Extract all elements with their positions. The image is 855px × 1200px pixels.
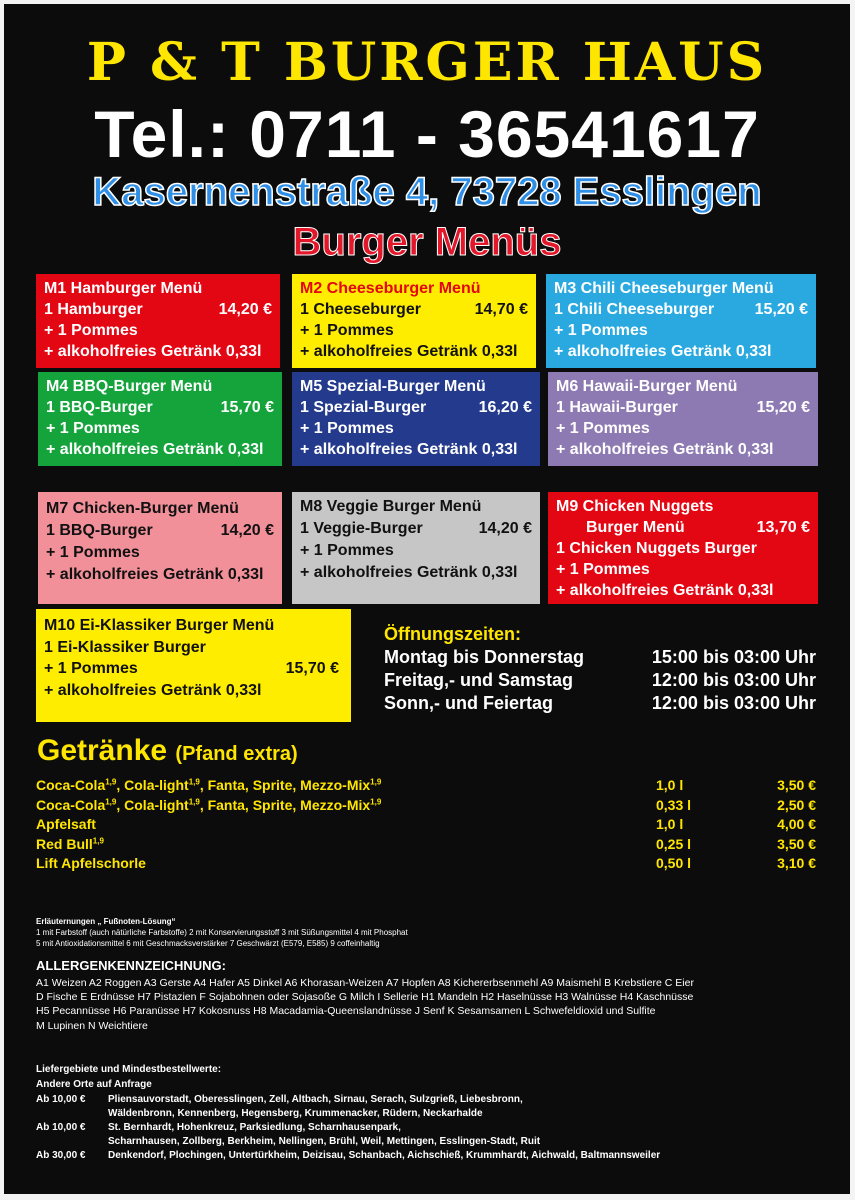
hours-row xyxy=(384,646,816,669)
drink-name: Apfelsaft xyxy=(36,816,96,832)
drink-price: 2,50 € xyxy=(777,796,816,813)
menu-drink: + alkoholfreies Getränk 0,33l xyxy=(44,681,262,699)
menu-drink: + alkoholfreies Getränk 0,33l xyxy=(300,441,518,458)
delivery-amount xyxy=(36,1135,108,1149)
menu-item: 1 Veggie-Burger xyxy=(300,520,423,537)
menu-box-m3 xyxy=(546,274,816,368)
menu-title: M8 Veggie Burger Menü xyxy=(300,498,482,515)
menu-fries: + 1 Pommes xyxy=(300,542,394,559)
drinks-subtitle: (Pfand extra) xyxy=(175,743,298,765)
menu-box-m4 xyxy=(38,372,282,466)
menu-price: 15,20 € xyxy=(754,301,808,318)
allergens-title: ALLERGENKENNZEICHNUNG: xyxy=(36,958,226,973)
menu-item: 1 Hamburger xyxy=(44,301,143,318)
hours-time: 12:00 bis 03:00 Uhr xyxy=(651,693,816,713)
menu-box-m8 xyxy=(292,492,540,604)
menu-price: 16,20 € xyxy=(478,399,532,416)
delivery-places: St. Bernhardt, Hohenkreuz, Parksiedlung, Scharnhausenpark, xyxy=(108,1122,401,1133)
menu-fries: + 1 Pommes xyxy=(554,322,648,339)
menu-item: 1 Spezial-Burger xyxy=(300,399,427,416)
menu-title: M4 BBQ-Burger Menü xyxy=(46,378,213,395)
menu-drink: + alkoholfreies Getränk 0,33l xyxy=(46,441,264,458)
menu-item: 1 Hawaii-Burger xyxy=(556,399,678,416)
drink-name: Coca-Cola$^{1,9}$, Cola-light$^{1,9}$, Fanta, Sprite, Mezzo-Mix$^{1,9}$ xyxy=(36,796,382,813)
menu-drink: + alkoholfreies Getränk 0,33l xyxy=(44,343,262,360)
menu-title: M10 Ei-Klassiker Burger Menü xyxy=(44,617,275,634)
menu-box-m10 xyxy=(36,609,351,722)
opening-hours xyxy=(384,646,816,715)
menu-box-m7 xyxy=(38,492,282,604)
drink-price: 3,50 € xyxy=(777,777,816,793)
drink-size: 0,33 l xyxy=(656,796,692,813)
drink-name: Red Bull$^{1,9}$ xyxy=(36,835,104,852)
menu-box-m6 xyxy=(548,372,818,466)
phone-number: Tel.: 0711 - 36541617 xyxy=(94,97,760,171)
delivery-places: Scharnhausen, Zollberg, Berkheim, Nellingen, Brühl, Weil, Mettingen, Esslingen-Stadt, Ruit xyxy=(108,1136,541,1147)
delivery-row xyxy=(36,1121,826,1135)
delivery-amount: Ab 10,00 € xyxy=(36,1122,86,1133)
drink-name: Lift Apfelschorle xyxy=(36,855,146,871)
menu-fries: + 1 Pommes xyxy=(44,322,138,339)
menu-fries: + 1 Pommes xyxy=(46,420,140,437)
delivery-row xyxy=(36,1107,826,1121)
hours-row xyxy=(384,669,816,692)
menu-drink: + alkoholfreies Getränk 0,33l xyxy=(556,582,774,599)
delivery-places: Pliensauvorstadt, Oberesslingen, Zell, Altbach, Sirnau, Serach, Sulzgrieß, Liebesbronn, xyxy=(108,1094,523,1105)
drinks-list xyxy=(36,776,816,874)
menu-price: 14,20 € xyxy=(478,520,532,537)
menu-box-m1 xyxy=(36,274,280,368)
menu-drink: + alkoholfreies Getränk 0,33l xyxy=(556,441,774,458)
menu-title: M7 Chicken-Burger Menü xyxy=(46,500,239,517)
menu-item: 1 Chili Cheeseburger xyxy=(554,301,715,318)
hours-days: Freitag,- und Samstag xyxy=(384,670,574,690)
drink-size: 1,0 l xyxy=(656,777,684,793)
allergens-list xyxy=(36,976,816,1033)
menu-title: M1 Hamburger Menü xyxy=(44,280,203,297)
drink-row xyxy=(36,854,816,874)
allergens-line: D Fische E Erdnüsse H7 Pistazien F Sojabohnen oder Sojasoße G Milch I Sellerie H1 Mandeln H2 Haselnüsse H3 Walnüsse H4 Kaschnüsse xyxy=(36,991,694,1004)
menu-title: M3 Chili Cheeseburger Menü xyxy=(554,280,774,297)
restaurant-name: P & T BURGER HAUS xyxy=(86,32,768,93)
menu-price: 14,20 € xyxy=(220,522,274,539)
drink-size: 1,0 l xyxy=(656,816,684,832)
menu-fries: + 1 Pommes xyxy=(556,420,650,437)
menu-price: 14,20 € xyxy=(218,301,272,318)
drink-row xyxy=(36,796,816,816)
delivery-amount xyxy=(36,1107,108,1121)
menu-box-m5 xyxy=(292,372,540,466)
menu-title-line1: M9 Chicken Nuggets xyxy=(556,498,714,515)
menu-drink: + alkoholfreies Getränk 0,33l xyxy=(300,564,518,581)
drink-name: Coca-Cola$^{1,9}$, Cola-light$^{1,9}$, Fanta, Sprite, Mezzo-Mix$^{1,9}$ xyxy=(36,777,382,793)
menu-drink: + alkoholfreies Getränk 0,33l xyxy=(300,343,518,360)
menu-price: 14,70 € xyxy=(474,301,528,318)
allergens-line: H5 Pecannüsse H6 Paranüsse H7 Kokosnuss H8 Macadamia-Queenslandnüsse J Senf K Sesamsamen L Schwefeldioxid und Sulfite xyxy=(36,1005,656,1018)
menu-fries: + 1 Pommes xyxy=(300,420,394,437)
menu-item: 1 BBQ-Burger xyxy=(46,399,153,416)
drinks-heading xyxy=(37,734,298,768)
menu-fries: + 1 Pommes xyxy=(44,660,138,677)
drink-size: 0,25 l xyxy=(656,835,692,852)
delivery-amount: Ab 30,00 € xyxy=(36,1150,86,1161)
allergens-line: M Lupinen N Weichtiere xyxy=(36,1019,148,1032)
hours-time: 12:00 bis 03:00 Uhr xyxy=(651,670,816,690)
menu-drink: + alkoholfreies Getränk 0,33l xyxy=(554,343,772,360)
menu-title: M6 Hawaii-Burger Menü xyxy=(556,378,738,395)
drink-price: 3,10 € xyxy=(777,855,816,871)
hours-time: 15:00 bis 03:00 Uhr xyxy=(651,647,816,667)
footnotes xyxy=(36,916,408,949)
footnotes-line: 5 mit Antioxidationsmittel 6 mit Geschmacksverstärker 7 Geschwärzt (E579, E585) 9 coffeinhaltig xyxy=(36,939,380,948)
burger-menus-heading: Burger Menüs xyxy=(292,220,562,264)
drink-price: 3,50 € xyxy=(777,835,816,852)
menu-item: 1 Chicken Nuggets Burger xyxy=(556,540,757,557)
drink-row xyxy=(36,815,816,835)
delivery-row xyxy=(36,1149,826,1163)
delivery-row xyxy=(36,1093,826,1107)
footnotes-line: 1 mit Farbstoff (auch nätürliche Farbstoffe) 2 mit Konservierungsstoff 3 mit Süßungsmittel 4 mit Phosphat xyxy=(36,928,408,937)
allergens-line: A1 Weizen A2 Roggen A3 Gerste A4 Hafer A5 Dinkel A6 Khorasan-Weizen A7 Hopfen A8 Kichererbsenmehl A9 Maismehl B Krebstiere C Eier xyxy=(36,977,694,989)
opening-hours-title: Öffnungszeiten: xyxy=(384,624,521,644)
delivery-amount: Ab 10,00 € xyxy=(36,1094,86,1105)
menu-fries: + 1 Pommes xyxy=(300,322,394,339)
menu-title: M5 Spezial-Burger Menü xyxy=(300,378,486,395)
delivery-title: Liefergebiete und Mindestbestellwerte: xyxy=(36,1064,222,1075)
delivery-places: Denkendorf, Plochingen, Untertürkheim, Deizisau, Schanbach, Aichschieß, Krummhardt, Aichwald, Baltmannsweiler xyxy=(108,1150,661,1161)
menu-title-line2: Burger Menü xyxy=(586,519,685,536)
menu-price: 15,20 € xyxy=(756,399,810,416)
menu-drink: + alkoholfreies Getränk 0,33l xyxy=(46,566,264,583)
menu-item: 1 BBQ-Burger xyxy=(46,522,153,539)
menu-fries: + 1 Pommes xyxy=(556,561,650,578)
delivery-subtitle: Andere Orte auf Anfrage xyxy=(36,1079,152,1090)
drink-price: 4,00 € xyxy=(777,816,816,832)
menu-price: 15,70 € xyxy=(220,399,274,416)
address: Kasernenstraße 4, 73728 Esslingen xyxy=(92,170,762,214)
menu-item: 1 Ei-Klassiker Burger xyxy=(44,638,206,656)
footnotes-heading: Erläuternungen „ Fußnoten-Lösung“ xyxy=(36,917,176,926)
delivery-places: Wäldenbronn, Kennenberg, Hegensberg, Krummenacker, Rüdern, Neckarhalde xyxy=(108,1108,483,1119)
drink-row xyxy=(36,835,816,855)
menu-box-m2 xyxy=(292,274,536,368)
delivery-row xyxy=(36,1135,826,1149)
drink-row xyxy=(36,776,816,796)
menu-flyer xyxy=(4,4,850,1194)
drinks-title: Getränke xyxy=(37,734,168,767)
menu-price: 13,70 € xyxy=(756,519,810,536)
drink-size: 0,50 l xyxy=(656,855,692,871)
hours-days: Montag bis Donnerstag xyxy=(384,647,585,667)
menu-fries: + 1 Pommes xyxy=(46,544,140,561)
menu-title: M2 Cheeseburger Menü xyxy=(300,280,481,297)
menu-box-m9 xyxy=(548,492,818,604)
menu-price: 15,70 € xyxy=(285,660,339,677)
menu-item: 1 Cheeseburger xyxy=(300,301,421,318)
hours-days: Sonn,- und Feiertag xyxy=(384,693,553,713)
hours-row xyxy=(384,692,816,715)
delivery-list xyxy=(36,1093,826,1163)
